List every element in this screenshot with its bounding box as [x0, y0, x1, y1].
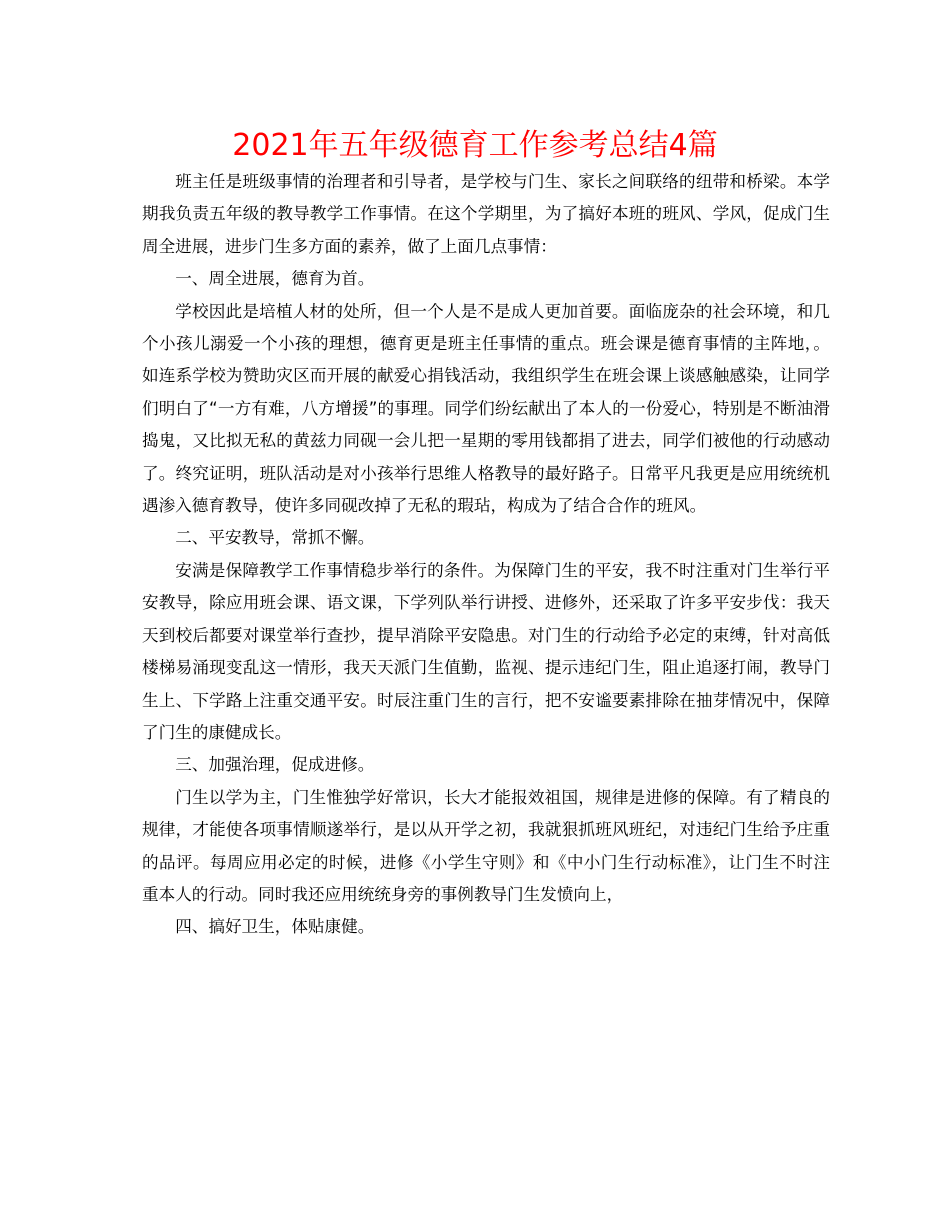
paragraph-section-3: 门生以学为主，门生惟独学好常识，长大才能报效祖国，规律是进修的保障。有了精良的规律，才能使各项事情顺遂举行，是以从开学之初，我就狠抓班风班纪，对违纪门生给予庄重的品评。每周应用必定的时候，进修《小学生守则》和《中小门生行动标准》，让门生不时注重本人的行动。同时我还应用统统身旁的事例教导门生发愤向上， [142, 787, 830, 904]
section-heading-4: 四、搞好卫生，体贴康健。 [175, 917, 375, 937]
section-heading-1: 一、周全进展，德育为首。 [175, 269, 375, 289]
section-heading-2: 二、平安教导，常抓不懈。 [175, 528, 375, 548]
paragraph-section-1: 学校因此是培植人材的处所，但一个人是不是成人更加首要。面临庞杂的社会环境，和几个小孩儿溺爱一个小孩的理想，德育更是班主任事情的重点。班会课是德育事情的主阵地，。如连系学校为赞助灾区而开展的献爱心捐钱活动，我组织学生在班会课上谈感触感染，让同学们明白了“一方有难，八方增援”的事理。同学们纷纭献出了本人的一份爱心，特别是不断油滑捣鬼，又比拟无私的黄兹力同砚一会儿把一星期的零用钱都捐了进去，同学们被他的行动感动了。终究证明，班队活动是对小孩举行思维人格教导的最好路子。日常平凡我更是应用统统机遇渗入德育教导，使许多同砚改掉了无私的瑕玷，构成为了结合合作的班风。 [142, 301, 830, 516]
paragraph-intro: 班主任是班级事情的治理者和引导者，是学校与门生、家长之间联络的纽带和桥梁。本学期我负责五年级的教导教学工作事情。在这个学期里，为了搞好本班的班风、学风，促成门生周全进展，进步门生多方面的素养，做了上面几点事情： [142, 172, 830, 256]
document-body [142, 166, 830, 944]
paragraph-section-2: 安满是保障教学工作事情稳步举行的条件。为保障门生的平安，我不时注重对门生举行平安教导，除应用班会课、语文课，下学列队举行讲授、进修外，还采取了许多平安步伐：我天天到校后都要对课堂举行查抄，提早消除平安隐患。对门生的行动给予必定的束缚，针对高低楼梯易涌现变乱这一情形，我天天派门生值勤，监视、提示违纪门生，阻止追逐打闹，教导门生上、下学路上注重交通平安。时辰注重门生的言行，把不安谧要素排除在抽芽情况中，保障了门生的康健成长。 [142, 560, 830, 742]
section-heading-3: 三、加强治理，促成进修。 [175, 755, 375, 775]
document-title: 2021年五年级德育工作参考总结4篇 [232, 128, 718, 163]
